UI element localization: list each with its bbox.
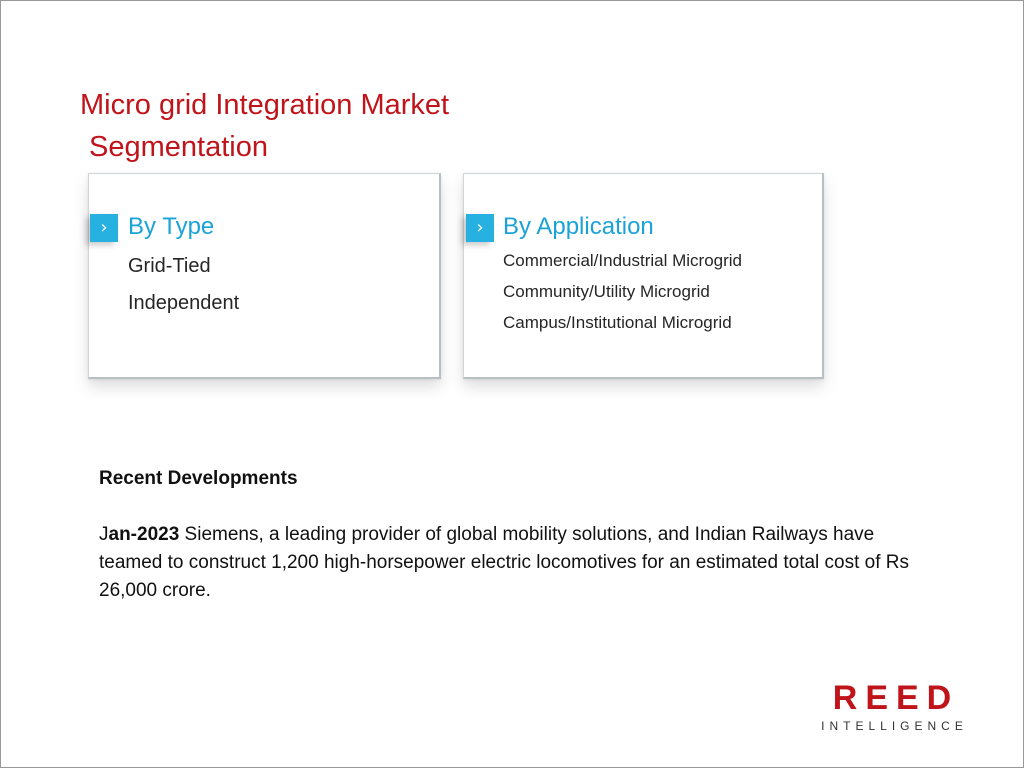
segment-list-by-type xyxy=(128,252,239,326)
segment-card-by-application xyxy=(463,173,824,379)
development-description: Siemens, a leading provider of global mobility solutions, and Indian Railways have teamed to construct 1,200 high-horsepower electric locomotives for an estimated total cost of Rs 26,000 crore. xyxy=(99,524,910,601)
segment-heading-by-type: By Type xyxy=(128,213,215,240)
date-bold: an-2023 xyxy=(108,524,180,545)
recent-developments-text xyxy=(99,521,929,605)
list-item: Grid-Tied xyxy=(128,255,211,277)
page-title xyxy=(80,84,449,168)
segment-card-by-type xyxy=(88,173,441,379)
logo-main-text: REED xyxy=(832,679,960,717)
reed-intelligence-logo xyxy=(812,680,972,734)
page-title-line-2: Segmentation xyxy=(89,131,268,163)
segment-list-by-application xyxy=(503,249,742,342)
chevron-right-icon: › xyxy=(90,214,118,242)
chevron-right-icon: › xyxy=(466,214,494,242)
logo-sub-text: INTELLIGENCE xyxy=(821,719,968,733)
recent-developments-heading: Recent Developments xyxy=(99,468,298,489)
list-item: Community/Utility Microgrid xyxy=(503,282,710,301)
segment-heading-by-application: By Application xyxy=(503,213,654,240)
date-prefix: J xyxy=(99,524,109,545)
page-title-line-1: Micro grid Integration Market xyxy=(80,89,450,121)
list-item: Campus/Institutional Microgrid xyxy=(503,313,732,332)
list-item: Commercial/Industrial Microgrid xyxy=(503,251,743,270)
list-item: Independent xyxy=(128,292,240,314)
